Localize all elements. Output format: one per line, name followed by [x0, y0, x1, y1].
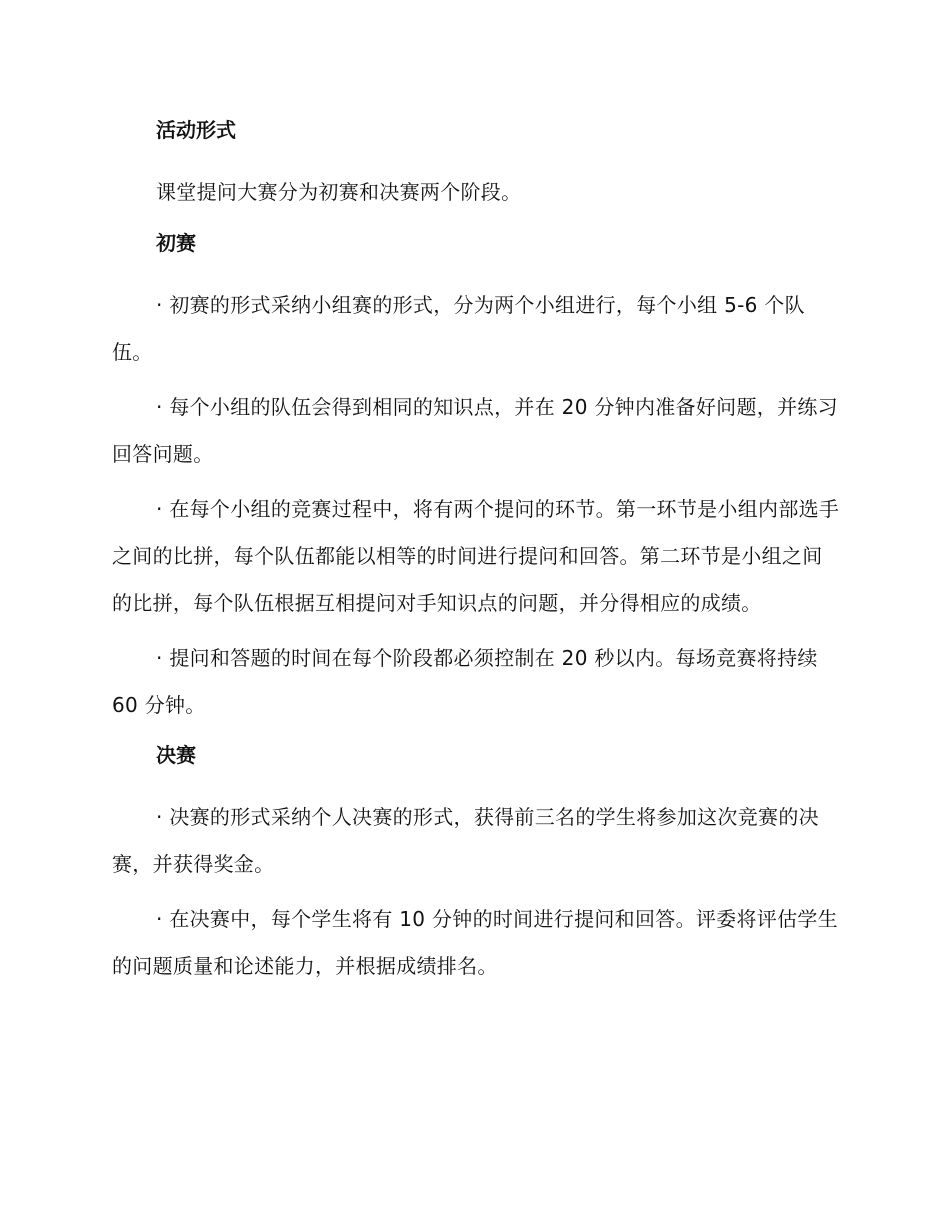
- prelim-item: · 每个小组的队伍会得到相同的知识点，并在 20 分钟内准备好问题，并练习回答问题。: [112, 395, 838, 466]
- document-body: [112, 112, 840, 998]
- prelim-item: · 初赛的形式采纳小组赛的形式，分为两个小组进行，每个小组 5-6 个队伍。: [112, 293, 805, 364]
- prelim-item: · 提问和答题的时间在每个阶段都必须控制在 20 秒以内。每场竞赛将持续 60 分钟。: [112, 646, 818, 717]
- final-item: · 决赛的形式采纳个人决赛的形式，获得前三名的学生将参加这次竞赛的决赛，并获得奖金。: [112, 805, 819, 876]
- final-item: · 在决赛中，每个学生将有 10 分钟的时间进行提问和回答。评委将评估学生的问题质量和论述能力，并根据成绩排名。: [112, 907, 838, 978]
- intro-paragraph: 课堂提问大赛分为初赛和决赛两个阶段。: [156, 180, 522, 204]
- section-title: 活动形式: [156, 118, 236, 142]
- final-heading: 决赛: [156, 743, 196, 767]
- prelim-item: · 在每个小组的竞赛过程中，将有两个提问的环节。第一环节是小组内部选手之间的比拼，每个队伍都能以相等的时间进行提问和回答。第二环节是小组之间的比拼，每个队伍根据互相提问对手知识点的问题，并分得相应的成绩。: [112, 497, 840, 615]
- prelim-heading: 初赛: [156, 231, 196, 255]
